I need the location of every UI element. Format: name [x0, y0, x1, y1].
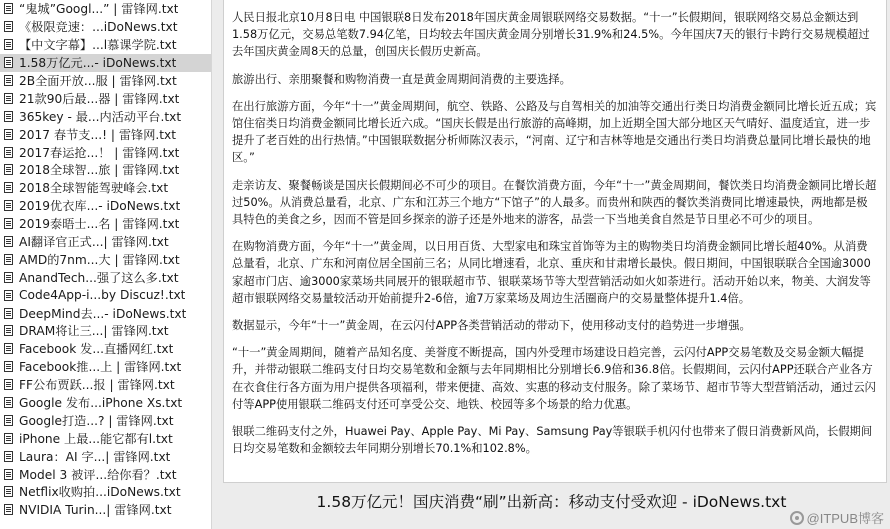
file-name: 1.58万亿元...- iDoNews.txt [19, 56, 177, 71]
itpub-logo-icon [790, 511, 804, 525]
file-list-item[interactable] [0, 54, 211, 72]
file-name: Facebook推...上 | 雷锋网.txt [19, 360, 182, 375]
file-list-item[interactable] [0, 215, 211, 233]
text-file-icon [4, 486, 13, 497]
file-list-item[interactable] [0, 268, 211, 286]
file-list-item[interactable] [0, 483, 211, 501]
file-name: 【中文字幕】...l慕课学院.txt [19, 38, 177, 53]
document-paragraph: “十一”黄金周期间，随着产品知名度、美誉度不断提高，国内外受理市场建设日趋完善，云闪付APP交易笔数及交易金额大幅提升，并带动银联二维码支付日均交易笔数和金额与去年同期相比分别增长6.9倍和36.8倍。长假期间，云闪付APP还联合产业各方在衣食住行各方面为用户提供各项福利，带来便捷、高效、实惠的移动支付服务。除了菜场节、超市节等大型营销活动，通过云闪付等APP使用银联二维码支付还可享受公交、地铁、校园等多个场景的给力优惠。 [232, 346, 876, 411]
text-file-icon [4, 451, 13, 462]
file-name: 2017春运抢...！ | 雷锋网.txt [19, 145, 180, 160]
file-name: 2017 春节支...! | 雷锋网.txt [19, 127, 177, 142]
file-list-item[interactable] [0, 429, 211, 447]
text-file-icon [4, 254, 13, 265]
text-file-icon [4, 290, 13, 301]
file-list-item[interactable] [0, 358, 211, 376]
text-file-icon [4, 57, 13, 68]
file-list-item[interactable] [0, 340, 211, 358]
file-name: AI翻译官正式...| 雷锋网.txt [19, 235, 169, 250]
text-file-icon [4, 236, 13, 247]
file-name: 21款90后最...器 | 雷锋网.txt [19, 91, 180, 106]
text-file-icon [4, 343, 13, 354]
file-name: 2019优衣库...- iDoNews.txt [19, 199, 181, 214]
file-list-item[interactable] [0, 376, 211, 394]
text-file-icon [4, 164, 13, 175]
text-file-icon [4, 361, 13, 372]
file-list-item[interactable] [0, 411, 211, 429]
text-file-icon [4, 272, 13, 283]
text-file-icon [4, 200, 13, 211]
file-name: Laura：AI 字...| 雷锋网.txt [19, 449, 171, 464]
text-file-icon [4, 75, 13, 86]
file-list-item[interactable] [0, 250, 211, 268]
file-name: NVIDIA Turin...| 雷锋网.txt [19, 503, 172, 518]
file-name: DRAM将让三...| 雷锋网.txt [19, 324, 169, 339]
file-list-item[interactable] [0, 18, 211, 36]
document-paragraph: 银联二维码支付之外，Huawei Pay、Apple Pay、Mi Pay、Samsung Pay等银联手机闪付也带来了假日消费新风尚，长假期间日均交易笔数和金额较去年同期分别增长70.1%和102.8%。 [232, 425, 873, 456]
file-list-item[interactable] [0, 125, 211, 143]
file-list-item[interactable] [0, 394, 211, 412]
file-name: Code4App-i...by Discuz!.txt [19, 288, 186, 303]
text-file-icon [4, 504, 13, 515]
text-file-icon [4, 3, 13, 14]
text-file-icon [4, 182, 13, 193]
file-name: Netflix收购拍...iDoNews.txt [19, 485, 181, 500]
document-paragraph: 人民日报北京10月8日电 中国银联8日发布2018年国庆黄金周银联网络交易数据。“十一”长假期间，银联网络交易总金额达到1.58万亿元，交易总笔数7.94亿笔，日均较去年国庆黄金周分别增长31.9%和24.5%。今年国庆7天的银行卡跨行交易规模超过去年国庆黄金周8天的总量，创国庆长假历史新高。 [232, 11, 870, 59]
file-name: 2018全球智...旅 | 雷锋网.txt [19, 163, 180, 178]
file-name: 2B全面开放...服 | 雷锋网.txt [19, 74, 177, 88]
file-list-item[interactable] [0, 501, 211, 519]
file-list-item[interactable] [0, 89, 211, 107]
document-paragraph: 旅游出行、亲朋聚餐和购物消费一直是黄金周期间消费的主要选择。 [232, 72, 571, 86]
file-list-item[interactable] [0, 197, 211, 215]
text-file-icon [4, 469, 13, 480]
file-list-item[interactable] [0, 161, 211, 179]
file-name: FF公布贾跃...报 | 雷锋网.txt [19, 378, 175, 393]
file-list-item[interactable] [0, 447, 211, 465]
document-paragraph: 数据显示，今年“十一”黄金周，在云闪付APP各类营销活动的带动下，使用移动支付的趋势进一步增强。 [232, 319, 751, 333]
file-list-item[interactable] [0, 143, 211, 161]
file-name: Facebook 发...直播网红.txt [19, 342, 174, 357]
file-name-caption: 1.58万亿元！国庆消费“刷”出新高：移动支付受欢迎 - iDoNews.txt [316, 493, 787, 511]
text-file-icon [4, 415, 13, 426]
file-list-item[interactable] [0, 179, 211, 197]
file-list-item[interactable] [0, 72, 211, 90]
text-file-icon [4, 21, 13, 32]
file-list-item[interactable] [0, 36, 211, 54]
text-file-icon [4, 308, 13, 319]
file-list-item[interactable] [0, 322, 211, 340]
document-paragraph: 在购物消费方面，今年“十一”黄金周，以日用百货、大型家电和珠宝首饰等为主的购物类日均消费金额同比增长超40%。从消费总量看，北京、广东和河南位居全国前三名；从同比增速看，北京、重庆和甘肃增长最快。假日期间，中国银联联合全国逾3000家超市门店、逾3000家菜场共同展开的银联超市节、银联菜场节等大型营销活动如火如荼进行。活动开始以来，物美、大润发等超市银联网络交易量较活动开始前提升2-6倍，逾7万家菜场及周边生活圈商户的交易量整体提升1.4倍。 [232, 240, 871, 305]
file-list-item[interactable] [0, 0, 211, 18]
text-file-icon [4, 147, 13, 158]
document-preview[interactable] [223, 0, 887, 483]
text-file-icon [4, 397, 13, 408]
file-name: DeepMind去...- iDoNews.txt [19, 306, 187, 321]
watermark-text: @ITPUB博客 [806, 511, 884, 526]
text-file-icon [4, 325, 13, 336]
watermark [790, 508, 884, 527]
file-name: iPhone 上最...能它都有l.txt [19, 431, 173, 446]
preview-pane [213, 0, 890, 529]
file-name: 2019泰晤士...名 | 雷锋网.txt [19, 217, 180, 232]
file-list-item[interactable] [0, 107, 211, 125]
text-file-icon [4, 218, 13, 229]
document-paragraph: 走亲访友、聚餐畅谈是国庆长假期间必不可少的项目。在餐饮消费方面，今年“十一”黄金周期间，餐饮类日均消费金额同比增长超过50%。从消费总量看，北京、广东和江苏三个地方“下馆子”的人最多。而贵州和陕西的餐饮类消费同比增速最快，两地都是极具特色的美食之乡，因而不管是回乡探亲的游子还是外地来的游客，品尝一下当地美食自然是节日里必不可少的项目。 [232, 178, 877, 227]
file-name: Google 发布...iPhone Xs.txt [19, 396, 183, 411]
file-list-sidebar [0, 0, 212, 529]
text-file-icon [4, 93, 13, 104]
file-list-item[interactable] [0, 233, 211, 251]
text-file-icon [4, 111, 13, 122]
file-name: Model 3 被评...给你看？.txt [19, 467, 177, 482]
file-list-item[interactable] [0, 286, 211, 304]
file-name: AMD的7nm...大 | 雷锋网.txt [19, 252, 180, 267]
document-paragraph: 在出行旅游方面，今年“十一”黄金周期间，航空、铁路、公路及与自驾相关的加油等交通出行类日均消费金额同比增长近五成；宾馆住宿类日均消费金额同比增长近六成。“国庆长假是出行旅游的高峰期，加上近期全国大部分地区天气晴好、温度适宜，进一步提升了老百姓的出行热情。”中国银联数据分析师陈汉表示，“河南、辽宁和吉林等地是交通出行类日均消费总量同比增长最快的地区。” [232, 99, 877, 165]
file-name: “鬼城”Googl...” | 雷锋网.txt [19, 2, 179, 17]
text-file-icon [4, 433, 13, 444]
file-list-item[interactable] [0, 465, 211, 483]
file-name: Google打造...? | 雷锋网.txt [19, 413, 174, 428]
file-name: 365key - 最...内活动平台.txt [19, 109, 182, 124]
file-name: 2018全球智能驾驶峰会.txt [19, 181, 169, 196]
file-name: AnandTech...强了这么多.txt [19, 270, 179, 285]
file-list-item[interactable] [0, 304, 211, 322]
file-name: 《极限竞速：...iDoNews.txt [19, 20, 178, 35]
text-file-icon [4, 379, 13, 390]
text-file-icon [4, 39, 13, 50]
text-file-icon [4, 129, 13, 140]
